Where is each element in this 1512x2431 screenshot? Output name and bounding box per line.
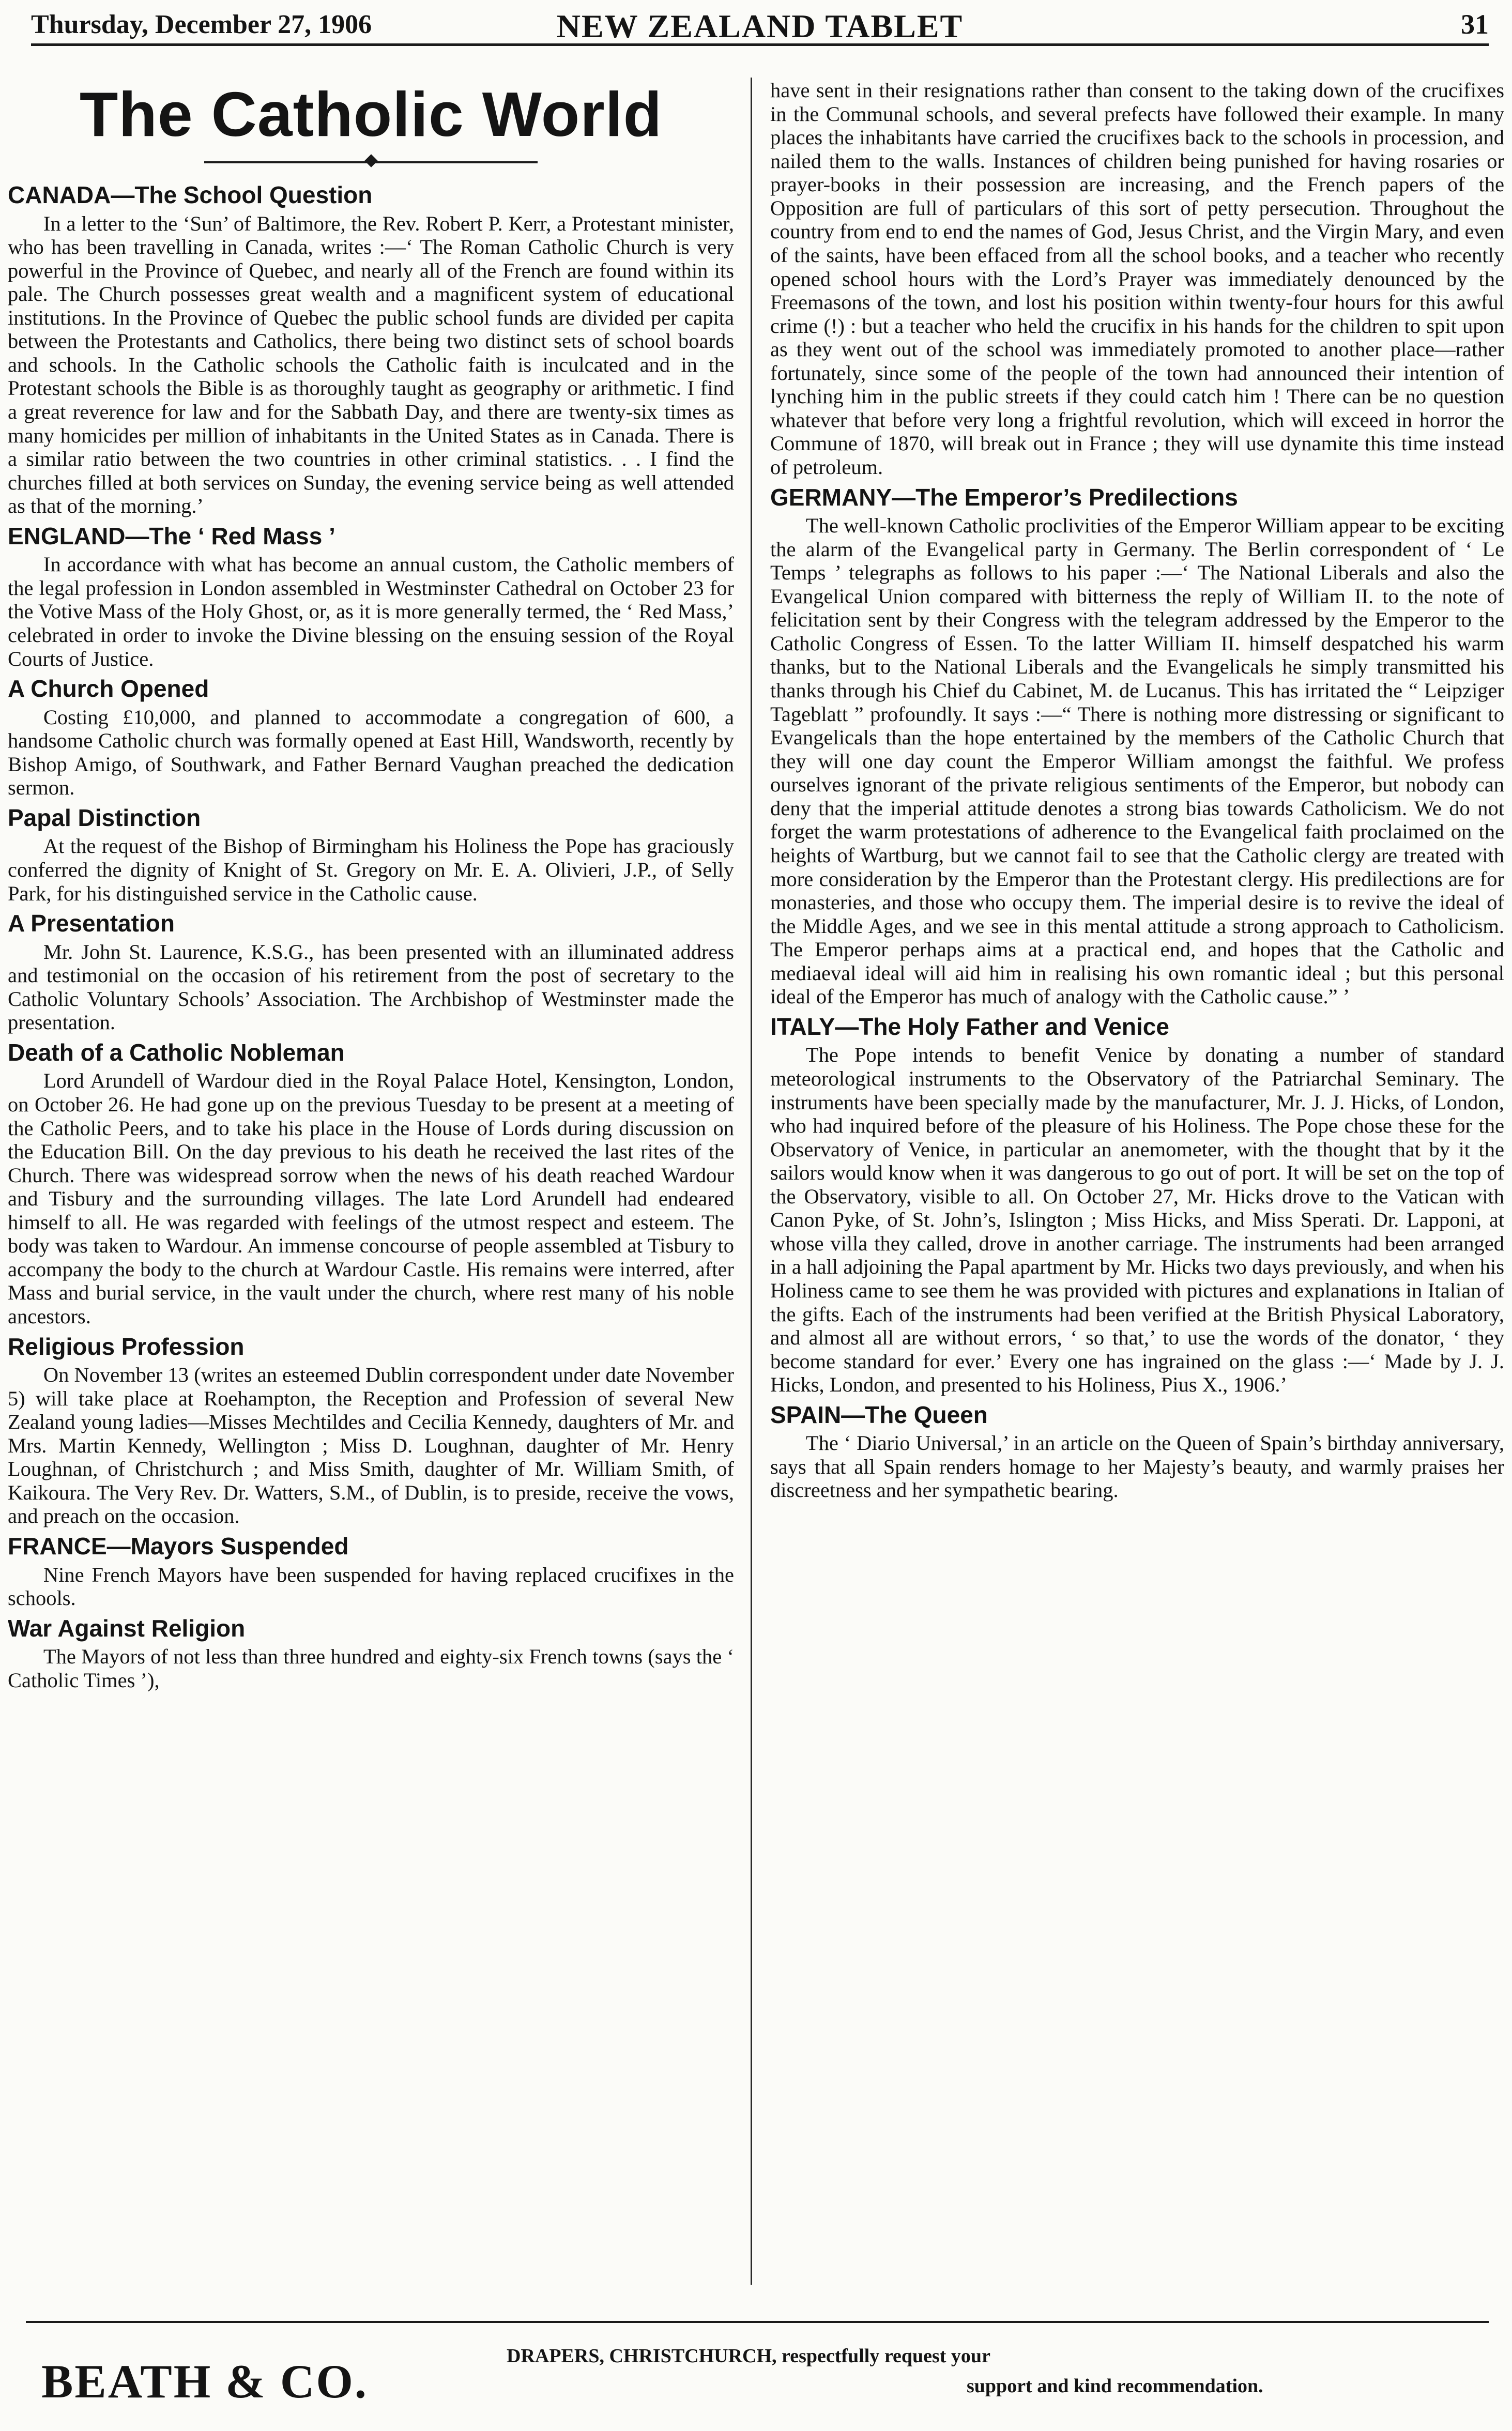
article-paragraph: Nine French Mayors have been suspended for having replaced crucifixes in the schools. — [8, 1563, 734, 1610]
article — [770, 79, 1504, 479]
article-paragraph: At the request of the Bishop of Birmingham his Holiness the Pope has graciously conferred the dignity of Knight of St. Gregory on Mr. E. A. Olivieri, J.P., of Selly Park, for his distinguished service in the Catholic cause. — [8, 834, 734, 905]
left-column — [8, 78, 734, 2285]
article — [8, 1615, 734, 1692]
article-paragraph: The well-known Catholic proclivities of the Emperor William appear to be exciting the alarm of the Evangelical party in Germany. The Berlin correspondent of ‘ Le Temps ’ telegraphs as follows to his paper :—‘ The National Liberals and also the Evangelical Union compared with bitterness the reply of William II. to the note of felicitation sent by their Congress with the telegram addressed by the Emperor to the Catholic Congress of Essen. To the latter William II. himself despatched his warm thanks, but to the National Liberals and the Evangelicals he simply transmitted his thanks through his Chief du Cabinet, M. de Lucanus. This has irritated the “ Leipziger Tageblatt ” profoundly. It says :—“ There is nothing more distressing or significant to Evangelicals than the hope entertained by the members of the Catholic Church that they will one day count the Emperor William amongst the faithful. We profess ourselves ignorant of the private religious sentiments of the Emperor, but nobody can deny that the imperial attitude denotes a strong bias towards Catholicism. We do not forget the warm protestations of adherence to the Evangelical faith proclaimed on the heights of Wartburg, but we cannot fail to see that the Catholic clergy are treated with more consideration by the Emperor than the Protestant clergy. His predilections are for monasteries, and those who occupy them. The imperial desire is to revive the ideal of the Middle Ages, and we see in this mental attitude a strong approach to Catholicism. The Emperor perhaps aims at a practical end, and hopes that the Catholic and mediaeval ideal will aid him in realising his own romantic ideal ; but this personal ideal of the Emperor has much of analogy with the Catholic cause.” ’ — [770, 514, 1504, 1008]
article — [8, 1533, 734, 1610]
title-ornament — [204, 157, 538, 167]
article-heading: SPAIN—The Queen — [770, 1401, 988, 1428]
article-paragraph: In accordance with what has become an annual custom, the Catholic members of the legal profession in London assembled in Westminster Cathedral on October 23 for the Votive Mass of the Holy Ghost, or, as it is more generally termed, the ‘ Red Mass,’ celebrated in order to invoke the Divine blessing on the ensuing session of the Royal Courts of Justice. — [8, 553, 734, 670]
article — [8, 523, 734, 670]
article-heading: FRANCE—Mayors Suspended — [8, 1533, 349, 1560]
advertisement-line-1: DRAPERS, CHRISTCHURCH, respectfully request your — [507, 2345, 990, 2367]
article — [8, 182, 734, 518]
article — [770, 484, 1504, 1008]
article-heading: GERMANY—The Emperor’s Predilections — [770, 483, 1238, 511]
article-heading: ENGLAND—The ‘ Red Mass ’ — [8, 522, 335, 549]
article-heading: Death of a Catholic Nobleman — [8, 1038, 345, 1066]
page-number: 31 — [1461, 9, 1489, 40]
article — [8, 1039, 734, 1328]
article-heading: CANADA—The School Question — [8, 181, 373, 208]
masthead — [31, 7, 1489, 46]
article — [770, 1402, 1504, 1502]
article-heading: ITALY—The Holy Father and Venice — [770, 1013, 1169, 1040]
article-paragraph: In a letter to the ‘Sun’ of Baltimore, the Rev. Robert P. Kerr, a Protestant minister, who has been travelling in Canada, writes :—‘ The Roman Catholic Church is very powerful in the Province of Quebec, and nearly all of the French are found within its pale. The Church possesses great wealth and a magnificent system of educational institutions. In the Province of Quebec the public school funds are divided per capita between the Protestants and Catholics, there being two distinct sets of school boards and schools. In the Catholic schools the Catholic faith is inculcated and in the Protestant schools the Bible is as thoroughly taught as geography or arithmetic. I find a great reverence for law and for the Sabbath Day, and there are twenty-six times as many homicides per million of inhabitants in the United States as in Canada. There is a similar ratio between the two countries in other criminal statistics. . . I find the churches filled at both services on Sunday, the evening service being as well attended as that of the morning.’ — [8, 211, 734, 518]
article — [8, 1334, 734, 1528]
newspaper-title: NEW ZEALAND TABLET — [556, 8, 964, 44]
article-paragraph: Mr. John St. Laurence, K.S.G., has been presented with an illuminated address and testimonial on the occasion of his retirement from the post of secretary to the Catholic Voluntary Schools’ Association. The Archbishop of Westminster made the presentation. — [8, 940, 734, 1034]
article-paragraph: The ‘ Diario Universal,’ in an article on the Queen of Spain’s birthday anniversary, says that all Spain renders homage to her Majesty’s beauty, and warmly praises her discreetness and her sympathetic bearing. — [770, 1431, 1504, 1502]
article — [770, 1014, 1504, 1397]
article — [8, 676, 734, 800]
article — [8, 805, 734, 905]
article — [8, 910, 734, 1034]
issue-date: Thursday, December 27, 1906 — [31, 10, 372, 39]
article-heading: A Presentation — [8, 910, 175, 937]
article-paragraph: The Mayors of not less than three hundred and eighty-six French towns (says the ‘ Catholic Times ’), — [8, 1645, 734, 1692]
article-paragraph: have sent in their resignations rather than consent to the taking down of the crucifixes in the Communal schools, and several prefects have followed their example. In many places the inhabitants have carried the crucifixes back to the schools in procession, and nailed them to the walls. Instances of children being punished for having rosaries or prayer-books in their possession are increasing, and the French papers of the Opposition are full of particulars of this sort of petty persecution. Throughout the country from end to end the names of God, Jesus Christ, and the Virgin Mary, and even of the saints, have been effaced from all the school books, and a teacher who recently opened school hours with the Lord’s Prayer was immediately denounced by the Freemasons of the town, and lost his position within twenty-four hours for this awful crime (!) : but a teacher who held the crucifix in his hands for the children to spit upon as they went out of the school was immediately promoted to another place—rather fortunately, since some of the people of the town had announced their intention of lynching him in the public streets if they could catch him ! There can be no question whatever that before very long a frightful revolution, which will exceed in horror the Commune of 1870, will break out in France ; they will use dynamite this time instead of petroleum. — [770, 79, 1504, 479]
article-paragraph: Costing £10,000, and planned to accommodate a congregation of 600, a handsome Catholic church was formally opened at East Hill, Wandsworth, recently by Bishop Amigo, of Southwark, and Father Bernard Vaughan preached the dedication sermon. — [8, 705, 734, 800]
advertisement — [26, 2321, 1489, 2408]
article-heading: Papal Distinction — [8, 804, 201, 831]
article-paragraph: On November 13 (writes an esteemed Dublin correspondent under date November 5) will take place at Roehampton, the Reception and Profession of several New Zealand young ladies—Misses Mechtildes and Cecilia Kennedy, daughters of Mr. and Mrs. Martin Kennedy, Wellington ; Miss D. Loughnan, daughter of Mr. Henry Loughnan, of Christchurch ; and Miss Smith, daughter of Mr. William Smith, of Kaikoura. The Very Rev. Dr. Watters, S.M., of Dublin, is to preside, receive the vows, and preach on the occasion. — [8, 1363, 734, 1528]
article-heading: Religious Profession — [8, 1333, 245, 1360]
page-title: The Catholic World — [79, 79, 663, 149]
advertisement-line-2: support and kind recommendation. — [967, 2375, 1263, 2397]
article-heading: War Against Religion — [8, 1614, 246, 1642]
article-paragraph: The Pope intends to benefit Venice by donating a number of standard meteorological instruments to the Observatory of the Patriarchal Seminary. The instruments have been specially made by the manufacturer, Mr. J. J. Hicks, of London, who had inquired before of the pleasure of his Holiness. The Pope chose these for the Observatory of Venice, in particular an anemometer, with the thought that by it the sailors would know when it was dangerous to go out of port. It will be set on the top of the Observatory, visible to all. On October 27, Mr. Hicks drove to the Vatican with Canon Pyke, of St. John’s, Islington ; Miss Hicks, and Miss Sperati. Dr. Lapponi, at whose villa they called, drove in another carriage. The instruments had been arranged in a hall adjoining the Papal apartment by Mr. Hicks two days previously, and when his Holiness came to see them he was provided with pictures and explanations in Italian of the gifts. Each of the instruments had been verified at the British Physical Laboratory, and almost all are without errors, ‘ so that,’ to use the words of the donator, ‘ they become standard for ever.’ Every one has ingrained on the glass :—‘ Made by J. J. Hicks, London, and presented to his Holiness, Pius X., 1906.’ — [770, 1043, 1504, 1397]
column-divider — [751, 78, 752, 2285]
advertiser-name: BEATH & CO. — [41, 2355, 368, 2408]
article-paragraph: Lord Arundell of Wardour died in the Royal Palace Hotel, Kensington, London, on October 26. He had gone up on the previous Tuesday to be present at a meeting of the Catholic Peers, and to take his place in the House of Lords during discussion on the Education Bill. On the day previous to his death he received the last rites of the Church. There was widespread sorrow when the news of his death reached Wardour and Tisbury and the surrounding villages. The late Lord Arundell had endeared himself to all. He was regarded with feelings of the utmost respect and esteem. The body was taken to Wardour. An immense concourse of people assembled at Tisbury to accompany the body to the church at Wardour Castle. His remains were interred, after Mass and burial service, in the vault under the church, where rest many of his noble ancestors. — [8, 1069, 734, 1328]
right-column — [770, 79, 1504, 2286]
article-heading: A Church Opened — [8, 675, 209, 702]
